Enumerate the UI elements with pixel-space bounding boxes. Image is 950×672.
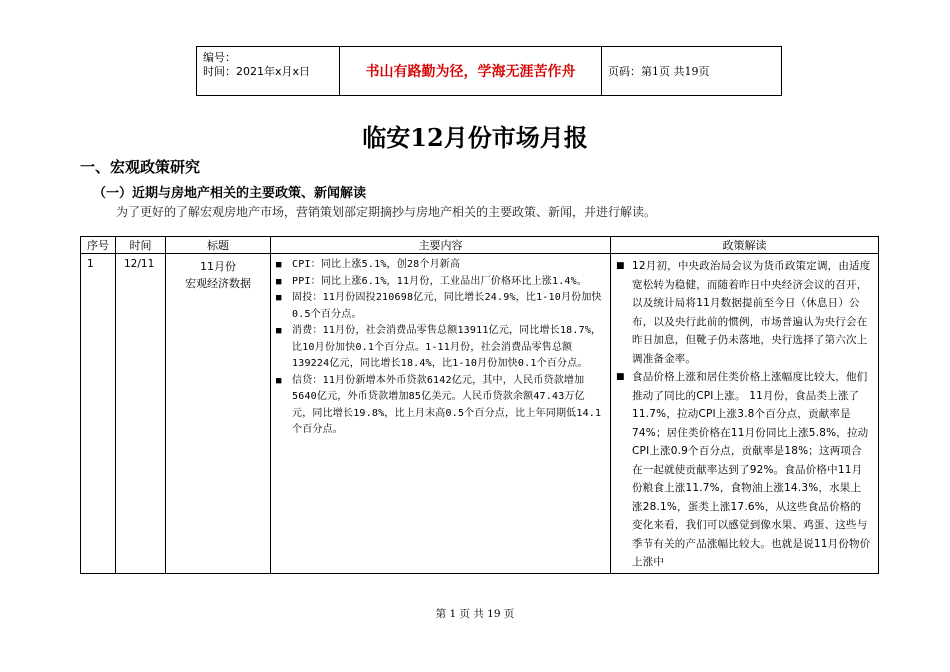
square-bullet-icon: ■ [616,261,625,271]
column-header-index: 序号 [81,237,116,254]
row-title-line2: 宏观经济数据 [185,277,251,290]
list-item [276,290,603,323]
section-heading: 一、宏观政策研究 [80,158,201,176]
column-header-content: 主要内容 [271,237,611,254]
column-header-policy: 政策解读 [611,237,879,254]
content-item-text: CPI：同比上涨5.1%，创28个月新高 [292,259,461,270]
row-title-line1: 11月份 [200,260,236,273]
number-label: 编号： [203,51,236,64]
column-header-title: 标题 [166,237,271,254]
row-content [271,254,611,574]
square-bullet-icon: ■ [276,326,282,336]
square-bullet-icon: ■ [276,293,282,303]
list-item [616,368,871,572]
header-motto: 书山有路勤为径，学海无涯苦作舟 [340,47,602,95]
list-item [276,323,603,373]
page-footer: 第 1 页 共 19 页 [435,608,515,620]
content-item-text: 信贷：11月份新增本外币贷款6142亿元，其中，人民币贷款增加5640亿元，外币贷款增加85亿美元。人民币贷款余额47.43万亿元，同比增长19.8%，比上月末高0.5个百分点，比上年同期低14.1个百分点。 [292,374,602,435]
list-item [616,257,871,368]
header-page-label: 页码：第1页 共19页 [608,65,710,78]
policy-list [612,257,877,572]
policy-item-text: 食品价格上涨和居住类价格上涨幅度比较大，他们推动了同比的CPI上涨。 11月份，食品类上涨了11.7%，拉动CPI上涨3.8个百分点，贡献率是74%；居住类价格在11月份同比上涨5.8%，拉动CPI上涨0.9个百分点，贡献率是18%；这两项合在一起就使贡献率达到了92%。食品价格中11月份粮食上涨11.7%，食物油上涨14.3%，水果上涨28.1%，蛋类上涨17.6%，从这些食品价格的变化来看，我们可以感觉到像水果、鸡蛋、这些与季节有关的产品涨幅比较大。也就是说11月份物价上涨中 [632,371,871,568]
row-title [166,254,271,574]
intro-paragraph: 为了更好的了解宏观房地产市场，营销策划部定期摘抄与房地产相关的主要政策、新闻，并进行解读。 [116,205,657,219]
square-bullet-icon: ■ [276,276,282,287]
square-bullet-icon: ■ [276,260,282,270]
policy-item-text: 12月初，中央政治局会议为货币政策定调，由适度宽松转为稳健，而随着昨日中央经济会议的召开，以及统计局将11月数据提前至今日（休息日）公布，以及央行此前的惯例，市场普遍认为央行会在昨日加息，但靴子仍未落地，央行选择了第六次上调准备金率。 [632,260,871,365]
row-index: 1 [81,254,116,574]
list-item [276,373,603,439]
subsection-heading: （一）近期与房地产相关的主要政策、新闻解读 [93,186,367,201]
content-list [272,257,609,439]
list-item [276,257,603,274]
content-item-text: 固投：11月份固投210698亿元，同比增长24.9%，比1-10月份加快0.5个百分点。 [292,292,602,320]
column-header-time: 时间 [116,237,166,254]
table-header-row [81,237,879,254]
row-policy [611,254,879,574]
square-bullet-icon: ■ [616,372,625,382]
date-label: 时间：2021年x月x日 [203,65,311,78]
document-title: 临安12月份市场月报 [362,123,588,152]
policy-news-table [80,236,879,574]
table-row [81,254,879,574]
square-bullet-icon: ■ [276,375,282,386]
row-time: 12/11 [116,254,166,574]
document-header-box [196,46,782,96]
content-item-text: 消费：11月份，社会消费品零售总额13911亿元，同比增长18.7%，比10月份加快0.1个百分点。1-11月份，社会消费品零售总额139224亿元，同比增长18.4%，比1-10月份加快0.1个百分点。 [292,325,602,369]
list-item [276,274,603,291]
header-meta [197,47,340,95]
content-item-text: PPI：同比上涨6.1%，11月份，工业品出厂价格环比上涨1.4%。 [292,275,588,287]
